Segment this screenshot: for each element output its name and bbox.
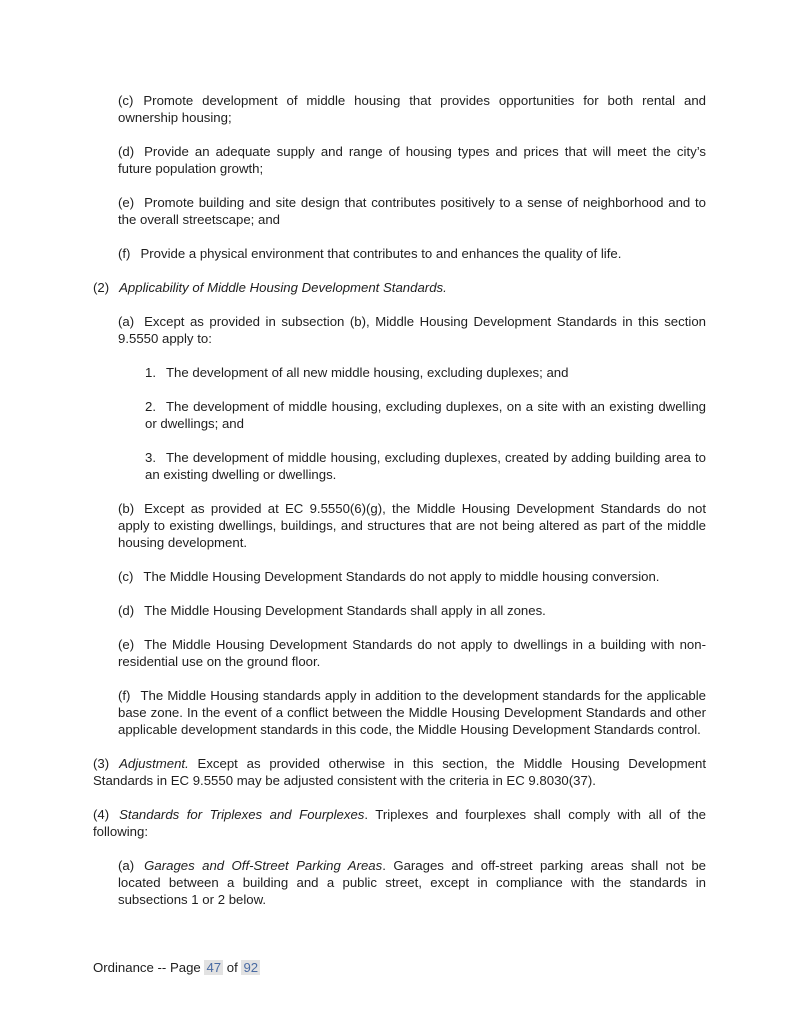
- paragraph-label: (f): [118, 688, 131, 703]
- total-pages-field: 92: [243, 960, 259, 975]
- paragraph-text: Except as provided in subsection (b), Middle Housing Development Standards in this section 9.5550 apply to:: [118, 314, 706, 346]
- paragraph-text: The development of middle housing, excluding duplexes, on a site with an existing dwelling or dwellings; and: [145, 399, 706, 431]
- paragraph: [93, 806, 706, 840]
- paragraph-label: (3): [93, 756, 110, 771]
- paragraph-label: 2.: [145, 399, 156, 414]
- paragraph-text: Provide a physical environment that contributes to and enhances the quality of life.: [140, 246, 622, 261]
- paragraph: [118, 568, 706, 585]
- paragraph-text: . Triplexes and fourplexes shall comply with all of the following:: [93, 807, 706, 839]
- paragraph-label: (4): [93, 807, 110, 822]
- paragraph-lead-italic: Adjustment.: [119, 756, 189, 771]
- paragraph: [118, 500, 706, 551]
- paragraph: [145, 398, 706, 432]
- paragraph-text: The Middle Housing Development Standards shall apply in all zones.: [144, 603, 546, 618]
- paragraph: [93, 755, 706, 789]
- paragraph-text: Promote building and site design that contributes positively to a sense of neighborhood and to the overall streetscape; and: [118, 195, 706, 227]
- paragraph: [118, 313, 706, 347]
- paragraph-text: The development of middle housing, excluding duplexes, created by adding building area to an existing dwelling or dwellings.: [145, 450, 706, 482]
- paragraph: [118, 92, 706, 126]
- paragraph-text: The Middle Housing Development Standards do not apply to dwellings in a building with non-residential use on the ground floor.: [118, 637, 706, 669]
- paragraph-label: 3.: [145, 450, 156, 465]
- document-body: [93, 92, 706, 908]
- paragraph: [118, 602, 706, 619]
- paragraph-label: (d): [118, 603, 135, 618]
- paragraph-label: (a): [118, 314, 135, 329]
- page-number-field: 47: [206, 960, 222, 975]
- paragraph-label: 1.: [145, 365, 156, 380]
- paragraph-label: (e): [118, 195, 135, 210]
- paragraph-lead-italic: Garages and Off-Street Parking Areas: [144, 858, 383, 873]
- paragraph: [145, 449, 706, 483]
- paragraph-text: . Garages and off-street parking areas shall not be located between a building and a public street, except in compliance with the standards in subsections 1 or 2 below.: [118, 858, 707, 907]
- paragraph: [118, 143, 706, 177]
- paragraph-text: Except as provided at EC 9.5550(6)(g), the Middle Housing Development Standards do not apply to existing dwellings, buildings, and structures that are not being altered as part of the middle housing development.: [118, 501, 706, 550]
- paragraph-text: The Middle Housing Development Standards do not apply to middle housing conversion.: [143, 569, 660, 584]
- paragraph-label: (e): [118, 637, 135, 652]
- page-footer: [93, 959, 260, 976]
- paragraph-label: (f): [118, 246, 131, 261]
- paragraph-label: (a): [118, 858, 135, 873]
- paragraph: [145, 364, 706, 381]
- paragraph: [118, 245, 706, 262]
- paragraph-text: Except as provided otherwise in this section, the Middle Housing Development Standards in EC 9.5550 may be adjusted consistent with the criteria in EC 9.8030(37).: [93, 756, 706, 788]
- paragraph-lead-italic: Applicability of Middle Housing Development Standards.: [119, 280, 447, 295]
- paragraph: [93, 279, 706, 296]
- paragraph: [118, 857, 706, 908]
- paragraph: [118, 687, 706, 738]
- paragraph-label: (c): [118, 569, 134, 584]
- paragraph-text: Provide an adequate supply and range of housing types and prices that will meet the city’s future population growth;: [118, 144, 706, 176]
- paragraph-label: (c): [118, 93, 134, 108]
- paragraph-label: (b): [118, 501, 135, 516]
- paragraph: [118, 636, 706, 670]
- paragraph-text: The Middle Housing standards apply in addition to the development standards for the applicable base zone. In the event of a conflict between the Middle Housing Development Standards and other applicable development standards in this code, the Middle Housing Development Standards control.: [118, 688, 706, 737]
- paragraph-label: (d): [118, 144, 135, 159]
- paragraph: [118, 194, 706, 228]
- footer-label: Ordinance -- Page: [93, 960, 201, 975]
- footer-of-label: of: [226, 960, 238, 975]
- paragraph-lead-italic: Standards for Triplexes and Fourplexes: [119, 807, 365, 822]
- paragraph-label: (2): [93, 280, 110, 295]
- paragraph-text: The development of all new middle housing, excluding duplexes; and: [166, 365, 569, 380]
- paragraph-text: Promote development of middle housing that provides opportunities for both rental and ownership housing;: [118, 93, 706, 125]
